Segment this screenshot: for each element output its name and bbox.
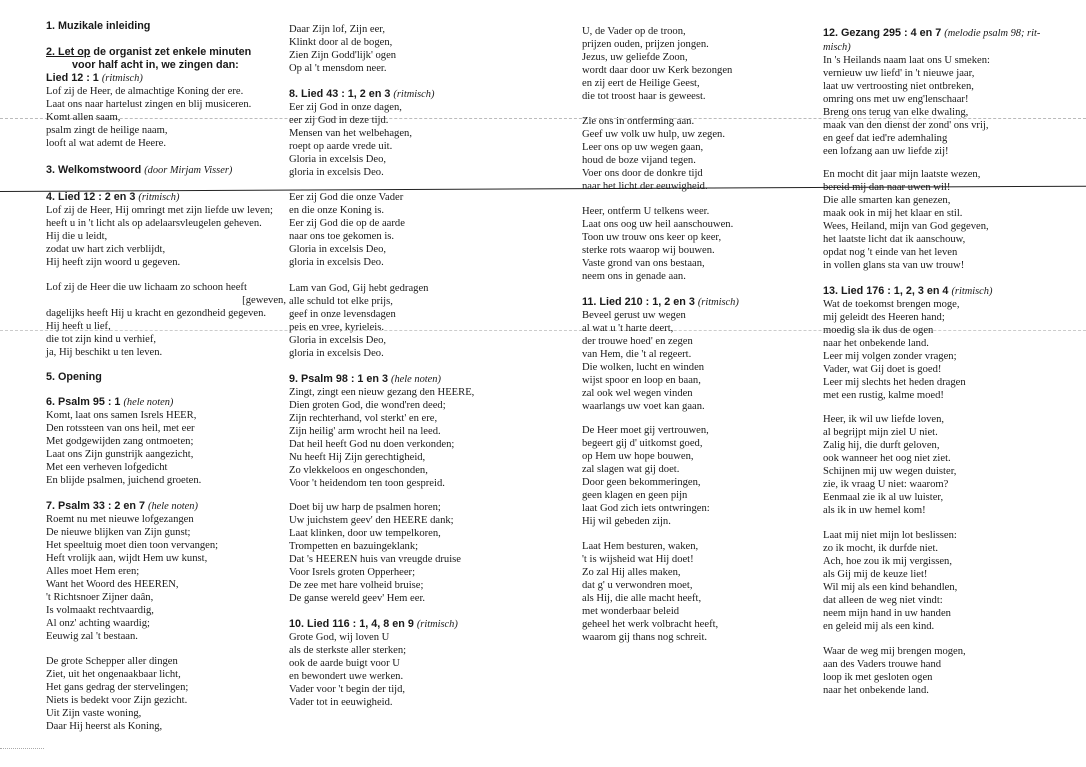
verse-line: Ziet, uit het ongenaakbaar licht, [46, 668, 181, 680]
scan-mark [0, 748, 44, 749]
verse-line: Ach, hoe zou ik mij vergissen, [823, 555, 952, 567]
heading-annotation: (hele noten) [123, 397, 174, 408]
verse-line: Door geen bekommeringen, [582, 476, 701, 488]
text-block [289, 24, 479, 76]
section-heading [823, 41, 1073, 55]
section-heading [823, 285, 1073, 299]
heading-text: 6. Psalm 95 : 1 [46, 396, 124, 408]
verse-line: Komt, laat ons samen Isrels HEER, [46, 409, 197, 421]
verse-line: Al onz' achting waardig; [46, 617, 150, 629]
verse-line: 't is wijsheid wat Hij doet! [582, 553, 694, 565]
verse-line: Eer zij God die onze Vader [289, 192, 404, 203]
verse-line: naar het licht der eeuwigheid. [582, 180, 708, 192]
verse-line: Zingt, zingt een nieuw gezang den HEERE, [289, 386, 475, 398]
heading-text: voor half acht in, we zingen dan: [72, 58, 239, 71]
verse-line: moedig sla ik dus de ogen [823, 324, 934, 336]
text-block [582, 425, 772, 529]
verse-line: Beveel gerust uw wegen [582, 309, 686, 321]
verse-line: Vader voor 't begin der tijd, [289, 683, 406, 695]
heading-annotation: (ritmisch) [393, 89, 435, 100]
verse-line: Zien Zijn Godd'lijk' ogen [289, 49, 397, 61]
verse-line: zie, ik vraag U niet: waarom? [823, 478, 949, 490]
verse-line: eer zij God in deze tijd. [289, 114, 389, 126]
verse-line: als de sterkste aller sterken; [289, 644, 407, 656]
verse-line: In 's Heilands naam laat ons U smeken: [823, 54, 990, 66]
verse-line: maak van den dienst der zond' ons vrij, [823, 119, 989, 131]
verse-line: Voor Isrels groten Opperheer; [289, 566, 416, 578]
text-block [289, 618, 479, 710]
text-block [46, 191, 286, 270]
text-block [289, 88, 479, 180]
text-block [823, 285, 1073, 403]
verse-line: Hij die u leidt, [46, 230, 108, 242]
verse-line: Lof zij de Heer, de almachtige Koning der ere. [46, 85, 244, 97]
verse-line: dat g' u verwondren moet, [582, 579, 693, 591]
verse-line: Laat klinken, door uw tempelkoren, [289, 527, 441, 539]
verse-line: naar het onbekende land. [823, 337, 929, 349]
verse-line: Voer ons door de donkre tijd [582, 167, 703, 179]
verse-line: en bewondert uwe werken. [289, 670, 404, 682]
verse-line: heeft u in 't licht als op adelaarsvleugelen geheven. [46, 217, 262, 229]
heading-annotation: (door Mirjam Visser) [144, 165, 233, 176]
verse-line: met wonderbaar beleid [582, 605, 680, 617]
verse-line: al begrijpt mijn ziel U niet. [823, 426, 938, 438]
section-heading [289, 373, 479, 387]
text-block [289, 373, 479, 491]
verse-line: laat uw vertroosting niet ontbreken, [823, 80, 974, 92]
section-heading [289, 88, 479, 102]
verse-line: Hij wil gebeden zijn. [582, 515, 671, 527]
verse-line: De grote Schepper aller dingen [46, 656, 178, 667]
verse-line: [geweven, [242, 294, 286, 306]
text-block [582, 206, 772, 284]
verse-line: Zalig hij, die durft geloven, [823, 439, 940, 451]
verse-line: van Hem, die 't al regeert. [582, 348, 692, 360]
verse-line: Heft vrolijk aan, wijdt Hem uw kunst, [46, 552, 208, 564]
text-block [46, 500, 286, 643]
verse-line: Zijn heilig' arm wrocht heil na leed. [289, 425, 441, 437]
verse-line: Roemt nu met nieuwe lofgezangen [46, 513, 194, 525]
verse-line: Dien groten God, die wond'ren deed; [289, 399, 446, 411]
verse-line: ook de aarde buigt voor U [289, 657, 400, 669]
verse-line: Doet bij uw harp de psalmen horen; [289, 502, 441, 513]
verse-line: Lam van God, Gij hebt gedragen [289, 283, 429, 294]
verse-line: naar ons toe gekomen is. [289, 230, 395, 242]
verse-line: aan des Vaders trouwe hand [823, 658, 942, 670]
verse-line: zodat uw hart zich verblijdt, [46, 243, 166, 255]
heading-text: 3. Welkomstwoord [46, 164, 145, 176]
verse-line: neem mijn hand in uw handen [823, 607, 951, 619]
verse-line: Lof zij de Heer die uw lichaam zo schoon heeft [46, 282, 247, 293]
heading-text: 4. Lied 12 : 2 en 3 [46, 191, 139, 203]
verse-line: Zo vlekkeloos en ongeschonden, [289, 464, 428, 476]
text-block [46, 46, 286, 151]
heading-text: 11. Lied 210 : 1, 2 en 3 [582, 296, 698, 308]
verse-line: geen klagen en geen pijn [582, 489, 688, 501]
verse-line: Alles moet Hem eren; [46, 565, 140, 577]
verse-line: Daar Zijn lof, Zijn eer, [289, 24, 386, 35]
heading-text: 13. Lied 176 : 1, 2, 3 en 4 [823, 285, 952, 297]
verse-line: De zee met hare volheid bruise; [289, 579, 424, 591]
verse-line: maak ook in mij het klaar en stil. [823, 207, 963, 219]
verse-line: Dat heil heeft God nu doen verkonden; [289, 438, 455, 450]
verse-line: zal ook wel wegen vinden [582, 387, 693, 399]
heading-annotation: (melodie psalm 98; rit- [944, 28, 1041, 39]
section-heading [46, 191, 286, 205]
verse-line: Die alle smarten kan genezen, [823, 194, 951, 206]
heading-annotation: (hele noten) [148, 501, 198, 512]
verse-line: Gloria in excelsis Deo, [289, 243, 387, 255]
verse-line: Nu heeft Hij Zijn gerechtigheid, [289, 451, 426, 463]
text-block [582, 296, 772, 414]
text-block [46, 656, 286, 734]
text-block [823, 646, 1073, 698]
verse-line: Komt allen saam, [46, 111, 121, 123]
verse-line: alle schuld tot elke prijs, [289, 295, 393, 307]
verse-line: dat alleen de weg niet vindt: [823, 594, 943, 606]
verse-line: Dat 's HEEREN huis van vreugde druise [289, 553, 461, 565]
verse-line: Vader tot in eeuwigheid. [289, 696, 393, 708]
verse-line: op Hem uw hope bouwen, [582, 450, 694, 462]
text-block [46, 282, 286, 360]
heading-text: 7. Psalm 33 : 2 en 7 [46, 500, 149, 512]
verse-line: gloria in excelsis Deo. [289, 347, 384, 359]
verse-line: en zij eert de Heilige Geest, [582, 77, 700, 89]
verse-line: het laatste licht dat ik aanschouw, [823, 233, 966, 245]
verse-line: En blijde psalmen, juichend groeten. [46, 474, 202, 486]
text-block [289, 283, 479, 361]
verse-line: 't Richtsnoer Zijner daân, [46, 591, 154, 603]
section-heading [46, 59, 286, 72]
heading-text: 1. Muzikale inleiding [46, 20, 151, 32]
verse-line: Geef uw volk uw hulp, uw zegen. [582, 128, 725, 140]
verse-line: Die wolken, lucht en winden [582, 361, 705, 373]
verse-line: Leer mij slechts het heden dragen [823, 376, 966, 388]
heading-text: Lied 12 : 1 [46, 71, 102, 84]
verse-line: in vollen glans sta van uw trouw! [823, 259, 965, 271]
text-block [46, 371, 286, 384]
verse-line: waarlangs uw voet kan gaan. [582, 400, 705, 412]
heading-annotation: (hele noten) [391, 374, 441, 385]
heading-underlined-text: 2. Let op [46, 46, 91, 58]
verse-line: Waar de weg mij brengen mogen, [823, 646, 966, 657]
verse-line: Wat de toekomst brengen moge, [823, 298, 960, 310]
verse-line: wijst spoor en loop en baan, [582, 374, 701, 386]
verse-line: Uit Zijn vaste woning, [46, 707, 142, 719]
text-block [46, 396, 286, 488]
verse-line: wordt daar door uw Kerk bezongen [582, 64, 733, 76]
verse-line: Grote God, wij loven U [289, 631, 390, 643]
verse-line: En mocht dit jaar mijn laatste wezen, [823, 169, 981, 180]
verse-line: dagelijks heeft Hij u kracht en gezondheid gegeven. [46, 307, 267, 319]
verse-line: gloria in excelsis Deo. [289, 256, 384, 268]
verse-line: Laat ons Zijn gunstrijk aangezicht, [46, 448, 194, 460]
verse-line: die tot zijn kind u verhief, [46, 333, 157, 345]
verse-line: een lofzang aan uw liefde zij! [823, 145, 949, 157]
verse-line: Daar Hij heerst als Koning, [46, 720, 163, 732]
verse-line: als ik in uw hemel kom! [823, 504, 926, 516]
verse-line: Zie ons in ontferming aan. [582, 116, 695, 127]
verse-line: Laat mij niet mijn lot beslissen: [823, 530, 957, 541]
verse-line: Wil mij als een kind behandlen, [823, 581, 958, 593]
text-block [582, 541, 772, 645]
verse-line: Met godgewijden zang ontmoeten; [46, 435, 194, 447]
heading-annotation: (ritmisch) [416, 619, 458, 630]
verse-line: loop ik met gesloten ogen [823, 671, 933, 683]
verse-line: ook wanneer het oog niet ziet. [823, 452, 951, 464]
heading-annotation: (ritmisch) [101, 72, 143, 84]
verse-line: Niets is bedekt voor Zijn gezicht. [46, 694, 188, 706]
section-heading [46, 72, 286, 86]
heading-annotation: misch) [823, 41, 851, 53]
text-block [582, 26, 772, 104]
verse-line: neem ons in genade aan. [582, 270, 686, 282]
heading-text: de organist zet enkele minuten [90, 46, 252, 58]
verse-line: Voor 't heidendom ten toon gespreid. [289, 477, 445, 489]
text-block [823, 530, 1073, 634]
verse-line: Jezus, uw geliefde Zoon, [582, 51, 688, 63]
verse-line: Trompetten en bazuingeklank; [289, 540, 419, 552]
verse-line: looft al wat ademt de Heere. [46, 137, 167, 149]
verse-line: al wat u 't harte deert, [582, 322, 674, 334]
heading-annotation: (ritmisch) [138, 192, 180, 203]
heading-text: 10. Lied 116 : 1, 4, 8 en 9 [289, 618, 417, 630]
verse-line: Wees, Heiland, mijn van God gegeven, [823, 220, 989, 232]
heading-annotation: (ritmisch) [951, 286, 993, 297]
verse-line: Eer zij God in onze dagen, [289, 101, 402, 113]
verse-line: opdat nog 't einde van het leven [823, 246, 958, 258]
heading-text: 9. Psalm 98 : 1 en 3 [289, 373, 392, 385]
verse-line: Want het Woord des HEEREN, [46, 578, 179, 590]
verse-line: Hij heeft u lief, [46, 320, 111, 332]
verse-line: prijzen ouden, prijzen jongen. [582, 38, 709, 50]
section-heading [823, 27, 1073, 41]
verse-line: Hij heeft zijn woord u gegeven. [46, 256, 181, 268]
verse-line: en geef dat ied're ademhaling [823, 132, 948, 144]
section-heading [46, 500, 286, 514]
verse-line: bereid mij dan naar uwen wil! [823, 181, 951, 193]
text-block [46, 20, 286, 33]
text-block [46, 164, 286, 178]
verse-line: roept op aarde vrede uit. [289, 140, 393, 152]
verse-line: omring ons met uw eng'lenschaar! [823, 93, 969, 105]
heading-text: 12. Gezang 295 : 4 en 7 [823, 27, 945, 39]
verse-line: die tot troost haar is geweest. [582, 90, 706, 102]
verse-line: Het speeltuig moet dien toon vervangen; [46, 539, 219, 551]
section-heading [46, 396, 286, 410]
verse-line: Leer ons op uw wegen gaan, [582, 141, 704, 153]
verse-line: sterke rots waarop wij bouwen. [582, 244, 715, 256]
verse-line: geheel het werk volbracht heeft, [582, 618, 719, 630]
section-heading [46, 371, 286, 384]
verse-line: psalm zingt de heilige naam, [46, 124, 168, 136]
verse-line: Lof zij de Heer, Hij omringt met zijn liefde uw leven; [46, 204, 273, 216]
verse-line: laat God zich iets ontwringen: [582, 502, 710, 514]
text-block [289, 192, 479, 270]
verse-line: ja, Hij beschikt u ten leven. [46, 346, 163, 358]
verse-line: Op al 't mensdom neer. [289, 62, 387, 74]
verse-line: Heer, ik wil uw liefde loven, [823, 414, 945, 425]
verse-line: mij geleidt des Heeren hand; [823, 311, 945, 323]
text-block [823, 169, 1073, 273]
verse-line: Laat Hem besturen, waken, [582, 541, 699, 552]
verse-line: geef in onze levensdagen [289, 308, 396, 320]
section-heading [46, 46, 286, 59]
heading-text: 5. Opening [46, 371, 102, 383]
heading-text: 8. Lied 43 : 1, 2 en 3 [289, 88, 394, 100]
verse-line: houd de boze vijand tegen. [582, 154, 696, 166]
verse-line: als Gij mij de keuze liet! [823, 568, 928, 580]
verse-line: begeert gij d' uitkomst goed, [582, 437, 703, 449]
verse-line: Gloria in excelsis Deo, [289, 153, 387, 165]
verse-line: Mensen van het welbehagen, [289, 127, 412, 139]
verse-line: gloria in excelsis Deo. [289, 166, 384, 178]
section-heading [46, 164, 286, 178]
verse-line: Vader, wat Gij doet is goed! [823, 363, 942, 375]
text-block [289, 502, 479, 606]
verse-line: Zijn rechterhand, vol sterkt' en ere, [289, 412, 438, 424]
verse-line: Het gans gedrag der stervelingen; [46, 681, 189, 693]
section-heading [582, 296, 772, 310]
verse-line: Gloria in excelsis Deo, [289, 334, 387, 346]
text-block [582, 116, 772, 194]
verse-line: Vaste grond van ons bestaan, [582, 257, 705, 269]
verse-line: Eer zij God die op de aarde [289, 217, 405, 229]
verse-line: Laat ons oog uw heil aanschouwen. [582, 218, 734, 230]
verse-line: als Hij, die alle macht heeft, [582, 592, 702, 604]
verse-line: Eeuwig zal 't bestaan. [46, 630, 138, 642]
verse-line: De ganse wereld geev' Hem eer. [289, 592, 426, 604]
verse-line: De Heer moet gij vertrouwen, [582, 425, 709, 436]
verse-line: en geleid mij als een kind. [823, 620, 935, 632]
verse-line: De nieuwe blijken van Zijn gunst; [46, 526, 191, 538]
verse-line: Toon uw trouw ons keer op keer, [582, 231, 722, 243]
verse-line: U, de Vader op de troon, [582, 26, 686, 37]
verse-line: Heer, ontferm U telkens weer. [582, 206, 710, 217]
verse-line: Breng ons terug van elke dwaling, [823, 106, 969, 118]
verse-line: en die onze Koning is. [289, 204, 385, 216]
verse-line: Zo zal Hij alles maken, [582, 566, 681, 578]
heading-annotation: (ritmisch) [697, 297, 739, 308]
verse-line: Klinkt door al de bogen, [289, 36, 393, 48]
section-heading [289, 618, 479, 632]
verse-line: Laat ons naar hartelust zingen en blij musiceren. [46, 98, 252, 110]
verse-line: Leer mij volgen zonder vragen; [823, 350, 957, 362]
text-block [823, 27, 1073, 159]
verse-line: Schijnen mij uw wegen duister, [823, 465, 957, 477]
verse-line: Den rotssteen van ons heil, met eer [46, 422, 195, 434]
text-block [823, 414, 1073, 518]
section-heading [46, 20, 286, 33]
verse-line: der trouwe hoed' en zegen [582, 335, 693, 347]
verse-line: zo ik mocht, ik durfde niet. [823, 542, 939, 554]
verse-line: waarom gij thans nog schreit. [582, 631, 708, 643]
verse-line: zal slagen wat gij doet. [582, 463, 680, 475]
verse-line: peis en vree, kyrieleis. [289, 321, 385, 333]
verse-line: naar het onbekende land. [823, 684, 929, 696]
verse-line: Eenmaal zie ik al uw luister, [823, 491, 944, 503]
verse-line: Uw juichstem geev' den HEERE dank; [289, 514, 454, 526]
verse-line: Is volmaakt rechtvaardig, [46, 604, 154, 616]
verse-line: met een rustig, kalme moed! [823, 389, 944, 401]
verse-line: Met een verheven lofgedicht [46, 461, 168, 473]
verse-line: vernieuw uw liefd' in 't nieuwe jaar, [823, 67, 975, 79]
